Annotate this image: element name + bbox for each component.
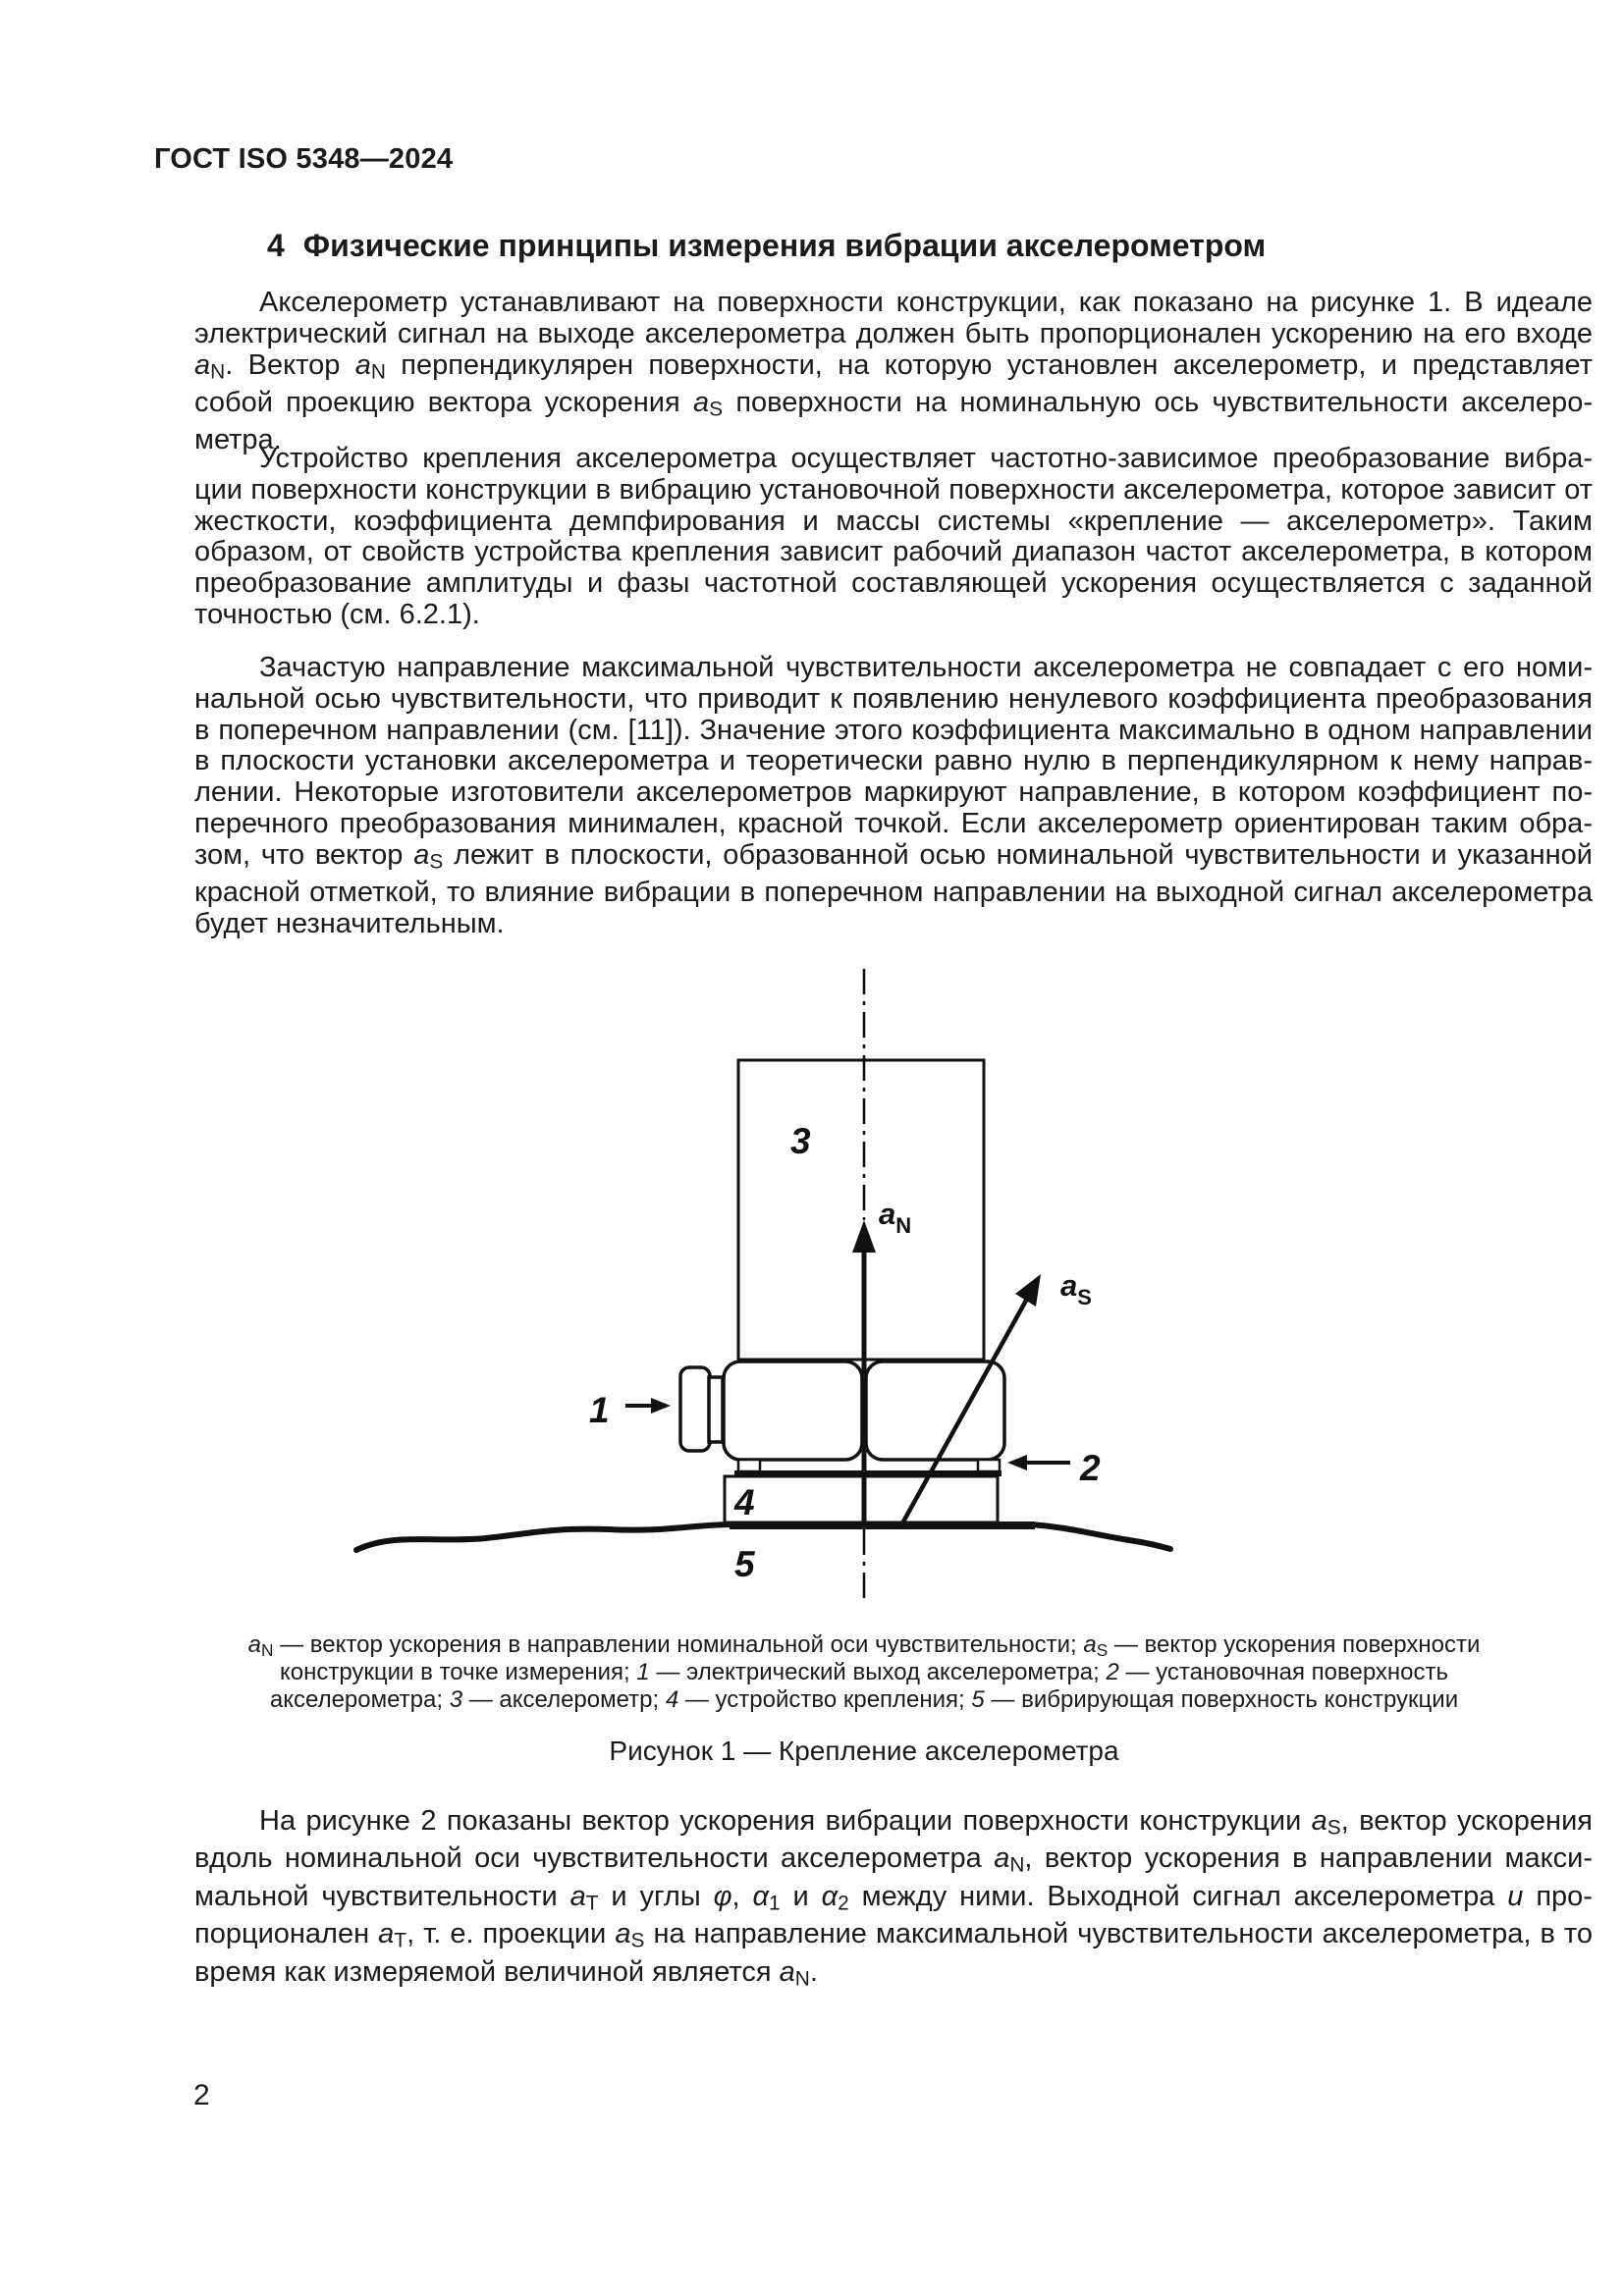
as-vector-arrowhead: [1015, 1274, 1041, 1307]
nut-tab-right: [978, 1460, 1000, 1471]
as-vector-label: aS: [1060, 1268, 1092, 1309]
label-electrical-output: 1: [589, 1390, 610, 1430]
section-number: 4: [267, 228, 285, 263]
label-mounting-device: 4: [734, 1482, 755, 1522]
section-heading: [267, 228, 1266, 264]
label-vibrating-surface: 5: [734, 1544, 755, 1584]
figure-caption-line-2: конструкции в точке измерения; 1 — электрический выход акселерометра; 2 — установочная поверхность: [279, 1659, 1448, 1685]
document-code: ГОСТ ISO 5348—2024: [154, 143, 454, 175]
paragraph-1: Акселерометр устанавливают на поверхности конструкции, как показано на рисунке 1. В идеале электрический сигнал на выходе акселерометра должен быть пропорционален ускорению на его входе aN. Вектор aN перпендикулярен поверхности, на которую установлен акселерометр, и представляет собой проекцию вектора ускорения aS поверхности на номинальную ось чувствительности акселерометра.: [194, 287, 1593, 456]
mounting-device-block: [725, 1476, 998, 1522]
nut-left: [724, 1362, 862, 1460]
connector-cap: [680, 1367, 710, 1451]
figure-caption-line-1: aN — вектор ускорения в направлении номинальной оси чувствительности; aS — вектор ускорения поверхности: [247, 1631, 1481, 1660]
figure-1-accelerometer-mounting: [334, 942, 1198, 1620]
figure-caption-line-3: акселерометра; 3 — акселерометр; 4 — устройство крепления; 5 — вибрирующая поверхность конструкции: [269, 1686, 1459, 1713]
paragraph-3: Зачастую направление максимальной чувствительности акселерометра не совпадает с его номинальной осью чувствительности, что приводит к появлению ненулевого коэффициента преобразования в поперечном направлении (см. [11]). Значение этого коэффициента максимально в одном направлении в плоскости установки акселерометра и теоретически равно нулю в перпендикулярном к нему направлении. Некоторые изготовители акселерометров маркируют направление, в котором коэффициент поперечного преобразования минимален, красной точкой. Если акселерометр ориентирован таким образом, что вектор aS лежит в плоскости, образованной осью номинальной чувствительности и указанной красной отметкой, то влияние вибрации в поперечном направлении на выходной сигнал акселерометра будет незначительным.: [194, 652, 1593, 939]
label-accelerometer: 3: [790, 1121, 811, 1161]
paragraph-2: Устройство крепления акселерометра осуществляет частотно-зависимое преобразование вибрации поверхности конструкции в вибрацию установочной поверхности акселерометра, которое зависит от жесткости, коэффициента демпфирования и массы системы «крепление — акселерометр». Таким образом, от свойств устройства крепления зависит рабочий диапазон частот акселерометра, в котором преобразование амплитуды и фазы частотной составляющей ускорения осуществляется с заданной точностью (см. 6.2.1).: [194, 443, 1593, 630]
connector-bridge: [709, 1377, 723, 1442]
section-title: Физические принципы измерения вибрации акселерометром: [302, 228, 1267, 263]
figure-title: Рисунок 1 — Крепление акселерометра: [609, 1735, 1119, 1766]
paragraph-4: На рисунке 2 показаны вектор ускорения вибрации поверхности конструкции aS, вектор ускорения вдоль номинальной оси чувствительности акселерометра aN, вектор ускорения в направлении максимальной чувствительности aT и углы φ, α1 и α2 между ними. Выходной сигнал акселерометра u пропорционален aT, т. е. проекции aS на направление максимальной чувствительности акселерометра, в то время как измеряемой величиной является aN.: [194, 1805, 1594, 1991]
accelerometer-body: [738, 1060, 984, 1360]
label-1-arrowhead: [651, 1398, 671, 1414]
label-2-arrowhead: [1007, 1455, 1027, 1470]
nut-tab-left: [738, 1460, 760, 1471]
page-number: 2: [193, 2079, 210, 2111]
an-vector-label: aN: [879, 1197, 912, 1238]
label-mounting-surface: 2: [1080, 1448, 1101, 1488]
